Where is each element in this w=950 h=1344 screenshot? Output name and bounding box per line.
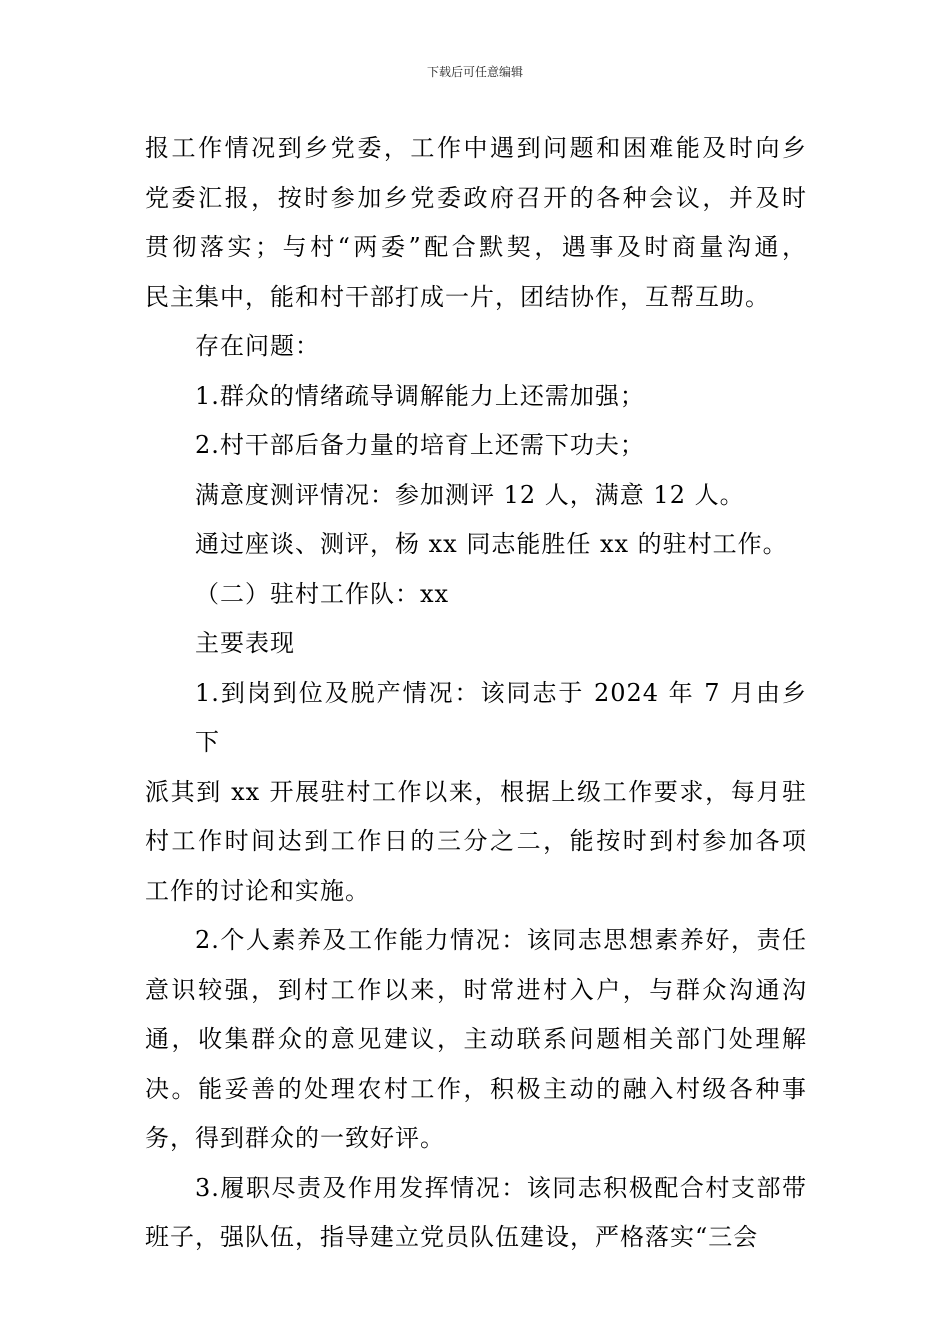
- text-line: 3.履职尽责及作用发挥情况：该同志积极配合村支部带: [195, 1173, 807, 1202]
- text-line: 通，收集群众的意见建议，主动联系问题相关部门处理解: [145, 1025, 807, 1053]
- paragraph-p10: [145, 916, 807, 1164]
- text-line: 主要表现: [195, 629, 295, 657]
- text-line: 派其到 xx 开展驻村工作以来，根据上级工作要求，每月驻: [145, 777, 807, 806]
- paragraph-p2: [145, 322, 807, 372]
- text-line: 1.到岗到位及脱产情况：该同志于 2024 年 7 月由乡下: [195, 678, 807, 756]
- text-line: 报工作情况到乡党委，工作中遇到问题和困难能及时向乡: [145, 134, 807, 162]
- text-line: 贯彻落实；与村“两委”配合默契，遇事及时商量沟通，: [145, 233, 807, 261]
- text-line: 2.村干部后备力量的培育上还需下功夫；: [195, 431, 645, 459]
- paragraph-p1: [145, 124, 807, 322]
- text-line: 意识较强，到村工作以来，时常进村入户，与群众沟通沟: [145, 975, 807, 1004]
- paragraph-p5: [145, 471, 807, 521]
- document-body: [145, 124, 807, 1263]
- text-line: 1.群众的情绪疏导调解能力上还需加强；: [195, 381, 645, 410]
- text-line: 工作的讨论和实施。: [145, 876, 370, 905]
- text-line: 决。能妥善的处理农村工作，积极主动的融入村级各种事: [145, 1074, 807, 1103]
- paragraph-p7: [145, 570, 807, 620]
- text-line: 满意度测评情况：参加测评 12 人，满意 12 人。: [195, 480, 745, 509]
- text-line: （二）驻村工作队：xx: [195, 579, 450, 608]
- text-line: 通过座谈、测评，杨 xx 同志能胜任 xx 的驻村工作。: [195, 530, 788, 558]
- text-line: 务，得到群众的一致好评。: [145, 1124, 445, 1152]
- paragraph-p3: [145, 372, 807, 422]
- header-note: 下载后可任意编辑: [426, 65, 523, 79]
- text-line: 2.个人素养及工作能力情况：该同志思想素养好，责任: [195, 926, 807, 954]
- text-line: 党委汇报，按时参加乡党委政府召开的各种会议，并及时: [145, 183, 807, 212]
- paragraph-p11: [145, 1164, 807, 1263]
- paragraph-p9: [145, 669, 807, 917]
- paragraph-p8: [145, 619, 807, 669]
- text-line: 民主集中，能和村干部打成一片，团结协作，互帮互助。: [145, 282, 770, 311]
- text-line: 存在问题：: [195, 332, 320, 360]
- text-line: 村工作时间达到工作日的三分之二，能按时到村参加各项: [145, 827, 807, 855]
- paragraph-p6: [145, 520, 807, 570]
- text-line: 班子，强队伍，指导建立党员队伍建设，严格落实“三会: [145, 1223, 759, 1251]
- paragraph-p4: [145, 421, 807, 471]
